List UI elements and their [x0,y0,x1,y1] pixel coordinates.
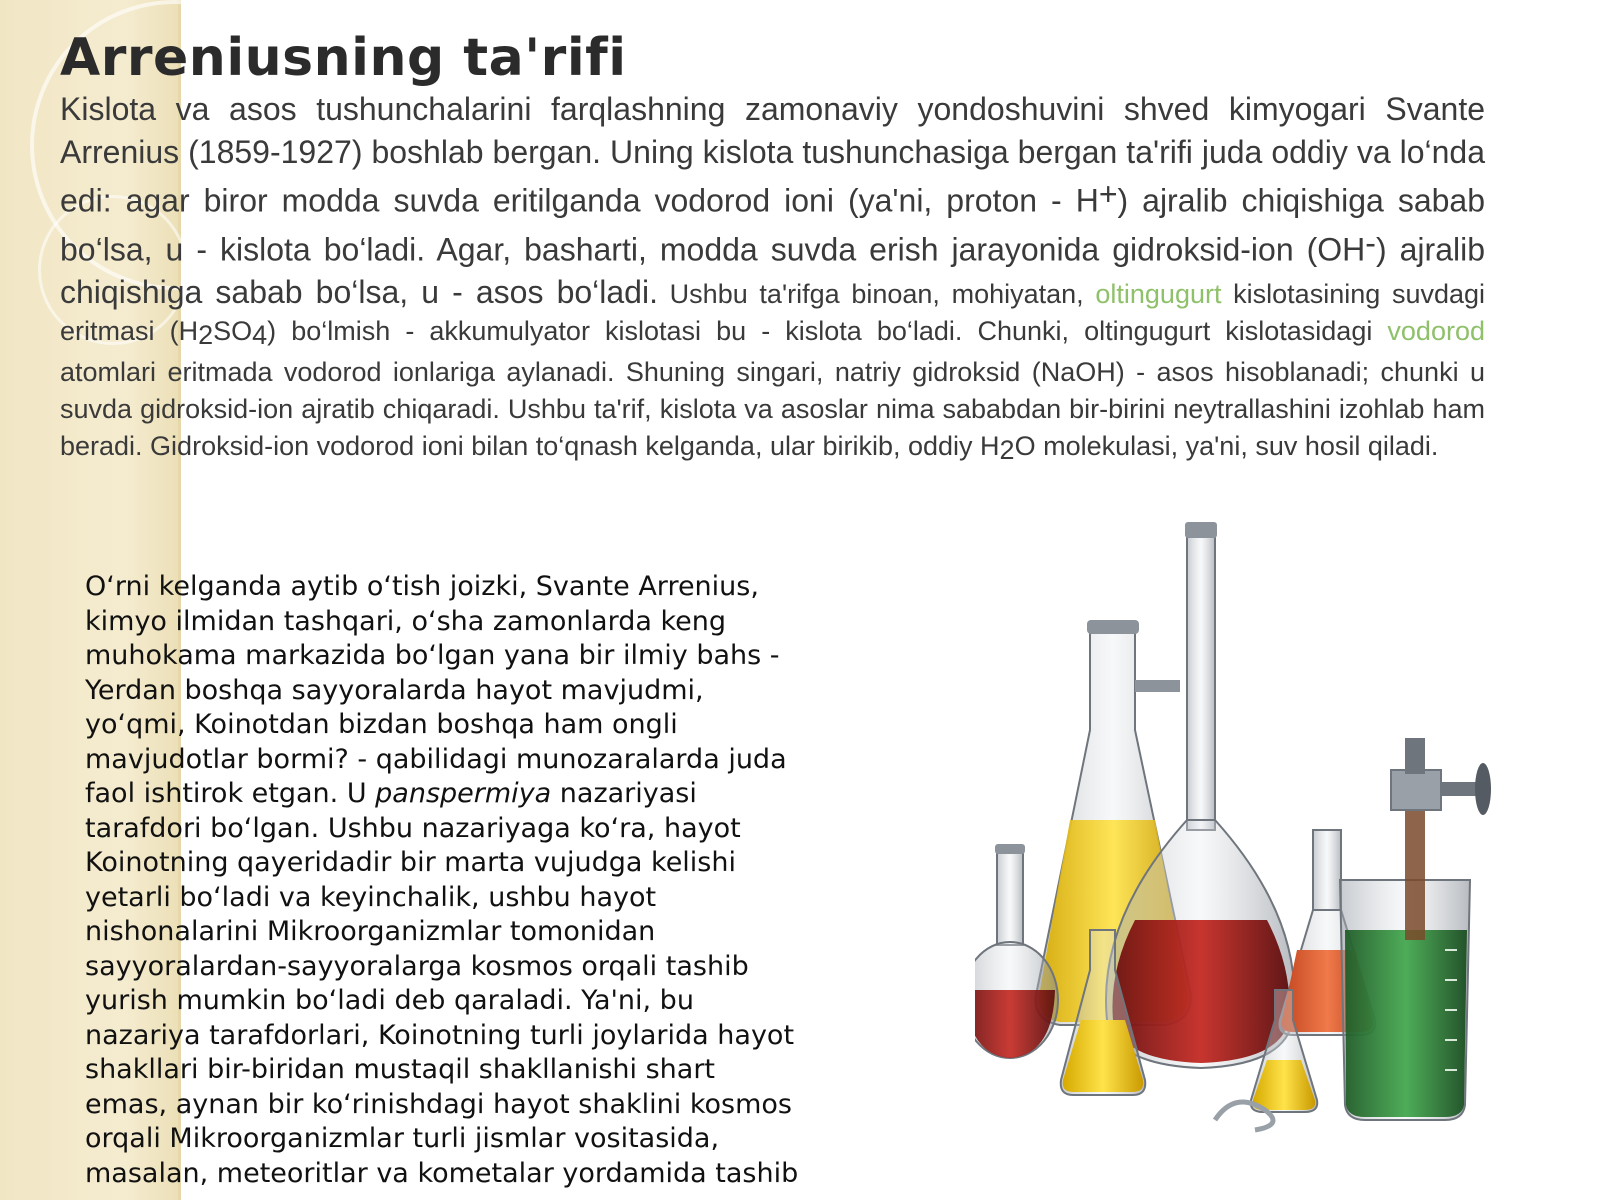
body-paragraph [85,570,805,1191]
body-italic: panspermiya [375,778,552,809]
superscript: + [1098,176,1118,212]
intro-text: atomlari eritmada vodorod ionlariga aylanadi. Shuning singari, natriy gidroksid (NaOH) - asos hisoblanadi; chunki u suvda gidroksid-ion ajratib chiqaradi. Ushbu ta'rif, kislota va asoslar nima sababdan bir-birini neytrallashini izohlab ham beradi. Gidroksid-ion vodorod ioni bilan to‘qnash kelganda, ular birikib, oddiy H [60,357,1485,462]
intro-text: kislotasining suvdagi eritmasi (H [60,278,1486,347]
intro-paragraph [60,88,1485,470]
intro-text: Kislota va asos tushunchalarini farqlashning zamonaviy yondoshuvini shved kimyogari Svante Arrenius (1859-1927) boshlab bergan. Uning kislota tushunchasiga bergan ta'rifi juda oddiy va lo‘nda edi: agar biror modda suvda eritilganda vodorod ioni (ya'ni, proton - H [60,91,1485,219]
body-text: O‘rni kelganda aytib o‘tish joizki, Svante Arrenius, kimyo ilmidan tashqari, o‘sha zamonlarda keng muhokama markazida bo‘lgan yana bir ilmiy bahs - Yerdan boshqa sayyoralarda hayot mavjudmi, yo‘qmi, Koinotdan bizdan boshqa ham ongli mavjudotlar bormi? - qabilidagi munozaralarda juda faol ishtirok etgan. U [85,571,787,809]
intro-text: ) ajralib chiqishiga sabab bo‘lsa, u - asos bo‘ladi. [60,231,1486,310]
subscript: 2 [999,435,1015,466]
intro-text: ) bo‘lmish - akkumulyator kislotasi bu - kislota bo‘ladi. Chunki, oltingugurt kislotasidagi [267,316,1388,347]
subscript: 4 [252,320,268,351]
link-oltingugurt[interactable]: oltingugurt [1095,278,1222,309]
page-title: Arreniusning ta'rifi [60,28,627,88]
intro-text: ) ajralib chiqishiga sabab bo‘lsa, u - kislota bo‘ladi. Agar, basharti, modda suvda erish jarayonida gidroksid-ion (OH [60,182,1486,268]
lab-glassware-illustration [975,520,1535,1180]
superscript: - [1365,224,1376,261]
subscript: 2 [198,320,214,351]
intro-text: O molekulasi, ya'ni, suv hosil qiladi. [1014,431,1439,462]
body-text: nazariyasi tarafdori bo‘lgan. Ushbu nazariyaga ko‘ra, hayot Koinotning qayeridadir bir marta vujudga kelishi yetarli bo‘ladi va keyinchalik, ushbu hayot nishonalarini Mikroorganizmlar tomonidan sayyoralardan-sayyoralarga kosmos orqali tashib yurish mumkin bo‘ladi deb qaraladi. Ya'ni, bu nazariya tarafdorlari, Koinotning turli joylarida hayot shakllari bir-biridan mustaqil shakllanishi shart emas, aynan bir ko‘rinishdagi hayot shaklini kosmos orqali Mikroorganizmlar turli jismlar vositasida, masalan, meteoritlar va kometalar yordamida tashib [85,778,799,1189]
link-vodorod[interactable]: vodorod [1387,316,1485,347]
intro-text: SO [213,316,253,347]
intro-text: Ushbu ta'rifga binoan, mohiyatan, [657,278,1096,309]
